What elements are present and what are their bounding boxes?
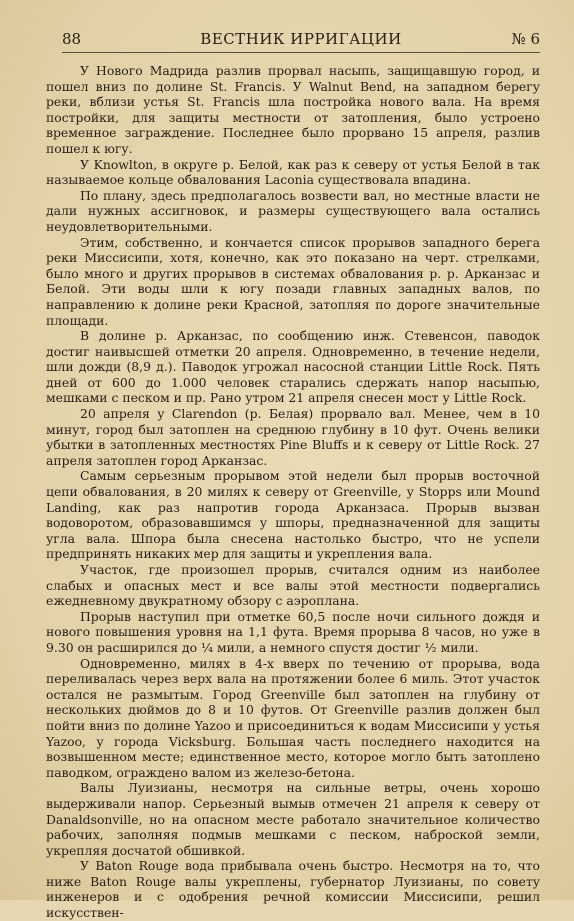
paragraph: Самым серьезным прорывом этой недели был прорыв восточной цепи обвалования, в 20 милях к северу от Greenville, у Stopps или Mound Landing, как раз напротив города Арканзаса. Прорыв вызван водоворотом, образовавшимся у шпоры, предназначенной для защиты угла вала. Шпора была снесена настолько быстро, что не успели предпринять никаких мер для защиты и укрепления вала. xyxy=(46,468,540,562)
article-body xyxy=(46,63,540,921)
paragraph: 20 апреля у Clarendon (р. Белая) прорвало вал. Менее, чем в 10 минут, город был затоплен на среднюю глубину в 10 фут. Очень велики убытки в затопленных местностях Pine Bluffs и к северу от Little Rock. 27 апреля затоплен город Арканзас. xyxy=(46,406,540,468)
issue-number: № 6 xyxy=(511,30,540,48)
page-number: 88 xyxy=(62,30,82,48)
paragraph: У Нового Мадрида разлив прорвал насыпь, защищавшую город, и пошел вниз по долине St. Francis. У Walnut Bend, на западном берегу реки, вблизи устья St. Francis шла постройка нового вала. На время постройки, для защиты местности от затопления, было устроено временное заграждение. Последнее было прорвано 15 апреля, разлив пошел к югу. xyxy=(46,63,540,156)
paragraph: По плану, здесь предполагалось возвести вал, но местные власти не дали нужных ассигновок, и размеры существующего вала остались неудовлетворительными. xyxy=(46,187,540,234)
paragraph: В долине р. Арканзас, по сообщению инж. Стевенсон, паводок достиг наивысшей отметки 20 апреля. Одновременно, в течение недели, шли дожди (8,9 д.). Паводок угрожал насосной станции Little Rock. Пять дней от 600 до 1.000 человек старались сдержать напор насыпью, мешками с песком и пр. Рано утром 21 апреля снесен мост у Little Rock. xyxy=(46,328,540,406)
journal-title: ВЕСТНИК ИРРИГАЦИИ xyxy=(200,30,402,48)
paragraph: Одновременно, милях в 4-х вверх по течению от прорыва, вода переливалась через верх вала на протяжении более 6 миль. Этот участок остался не размытым. Город Greenville был затоплен на глубину от нескольких дюймов до 8 и 10 футов. От Greenville разлив должен был пойти вниз по долине Yazoo и присоединиться к водам Миссисипи у устья Yazoo, у города Vicksburg. Большая часть последнего находится на возвышенном месте; единственное место, которое могло быть затоплено паводком, ограждено валом из железо-бетона. xyxy=(46,655,540,780)
paragraph: У Knowlton, в округе р. Белой, как раз к северу от устья Белой в так называемое кольце обвалования Laconia существовала впадина. xyxy=(46,156,540,188)
page-header xyxy=(62,26,540,53)
paragraph: Участок, где произошел прорыв, считался одним из наиболее слабых и опасных мест и все валы этой местности подвергались ежедневному двукратному обзору с аэроплана. xyxy=(46,562,540,609)
paragraph: Этим, собственно, и кончается список прорывов западного берега реки Миссисипи, хотя, конечно, как это показано на черт. стрелками, было много и других прорывов в системах обвалования р. р. Арканзас и Белой. Эти воды шли к югу позади главных западных валов, по направлению к долине реки Красной, затопляя по дороге значительные площади. xyxy=(46,234,540,328)
paragraph: У Baton Rouge вода прибывала очень быстро. Несмотря на то, что ниже Baton Rouge валы укреплены, губернатор Луизианы, по совету инженеров и с одобрения речной комиссии Миссисипи, решил искусствен- xyxy=(46,858,540,921)
paragraph: Валы Луизианы, несмотря на сильные ветры, очень хорошо выдерживали напор. Серьезный вымыв отмечен 21 апреля к северу от Danaldsonville, но на опасном месте работало значительное количество рабочих, заполняя подмыв мешками с песком, наброской земли, укрепляя досчатой обшивкой. xyxy=(46,780,540,858)
paragraph: Прорыв наступил при отметке 60,5 после ночи сильного дождя и нового повышения уровня на 1,1 фута. Время прорыва 8 часов, но уже в 9.30 он расширился до ¼ мили, а немного спустя достиг ½ мили. xyxy=(46,608,540,655)
